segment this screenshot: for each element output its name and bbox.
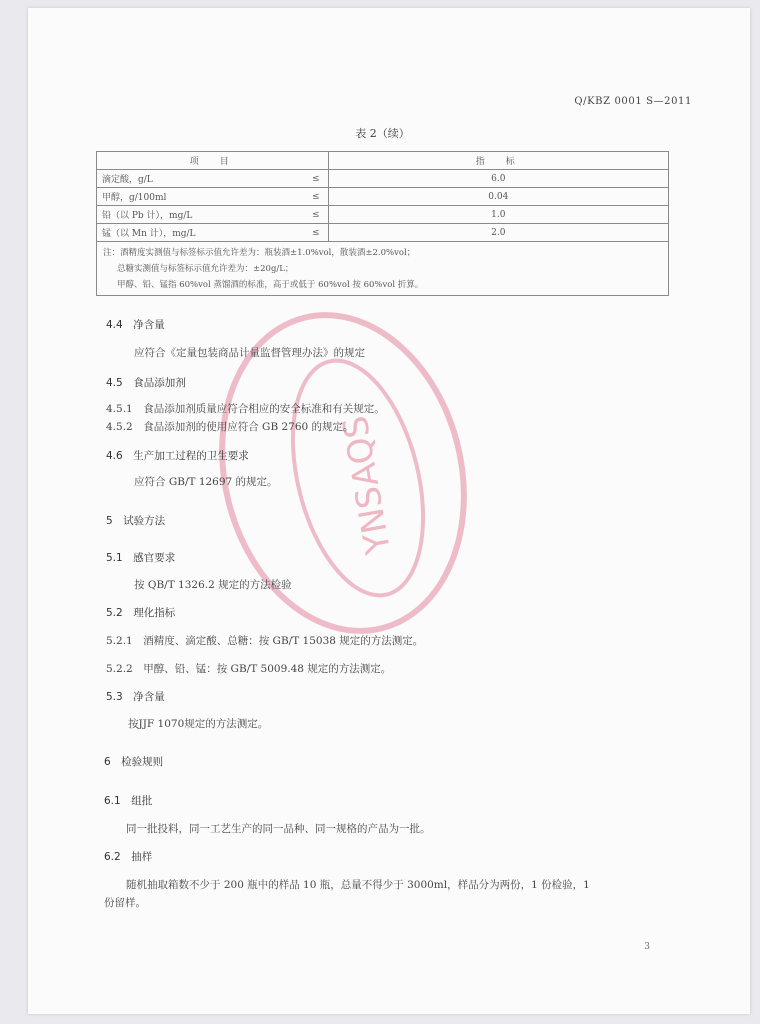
section-6-2-heading: 6.2 抽样: [104, 851, 153, 863]
row-item: 甲醇，g/100ml: [97, 188, 308, 206]
section-4-6-heading: 4.6 生产加工过程的卫生要求: [106, 450, 249, 462]
table-row: [97, 188, 669, 206]
section-5-2-heading: 5.2 理化指标: [106, 607, 176, 619]
row-item: 锰（以 Mn 计），mg/L: [97, 224, 308, 242]
section-4-5-2-text: 4.5.2 食品添加剂的使用应符合 GB 2760 的规定。: [106, 421, 354, 433]
table-row: [97, 224, 669, 242]
page-number: 3: [644, 942, 650, 952]
row-item: 铅（以 Pb 计），mg/L: [97, 206, 308, 224]
section-6-2-text-line1: 随机抽取箱数不少于 200 瓶中的样品 10 瓶，总量不得少于 3000ml，样品分为两份，1 份检验，1: [126, 879, 590, 891]
table-notes: [97, 242, 669, 296]
section-5-1-heading: 5.1 感官要求: [106, 552, 176, 564]
row-item: 滴定酸，g/L: [97, 170, 308, 188]
row-value: 1.0: [328, 206, 668, 224]
row-op: ≤: [307, 206, 328, 224]
table-header-row: [97, 152, 669, 170]
spec-table: [96, 151, 669, 296]
header-item: 项 目: [97, 152, 329, 170]
section-4-4-heading: 4.4 净含量: [106, 319, 165, 331]
row-value: 6.0: [328, 170, 668, 188]
section-5-2-1-text: 5.2.1 酒精度、滴定酸、总糖：按 GB/T 15038 规定的方法测定。: [106, 635, 424, 647]
row-value: 0.04: [328, 188, 668, 206]
row-op: ≤: [307, 224, 328, 242]
section-4-4-text: 应符合《定量包装商品计量监督管理办法》的规定: [134, 347, 365, 359]
standard-code: Q/KBZ 0001 S—2011: [574, 96, 692, 107]
note-line: 注：酒精度实测值与标签标示值允许差为：瓶装酒±1.0%vol，散装酒±2.0%vol；: [103, 248, 416, 258]
section-5-3-heading: 5.3 净含量: [106, 691, 165, 703]
row-value: 2.0: [328, 224, 668, 242]
section-5-2-2-text: 5.2.2 甲醇、铅、锰：按 GB/T 5009.48 规定的方法测定。: [106, 663, 392, 675]
table-row: [97, 206, 669, 224]
row-op: ≤: [307, 170, 328, 188]
table-notes-row: [97, 242, 669, 296]
note-line: 甲醇、铅、锰指 60%vol 蒸馏酒的标准，高于或低于 60%vol 按 60%vol 折算。: [117, 280, 424, 290]
table-title: 表 2（续）: [355, 127, 410, 140]
section-4-5-1-text: 4.5.1 食品添加剂质量应符合相应的安全标准和有关规定。: [106, 403, 385, 415]
seal-text: YNSAQS: [335, 412, 399, 558]
section-6-1-heading: 6.1 组批: [104, 795, 153, 807]
section-5-1-text: 按 QB/T 1326.2 规定的方法检验: [134, 579, 292, 591]
document-page: [28, 8, 750, 1014]
header-spec: 指 标: [328, 152, 668, 170]
section-5-3-text: 按JJF 1070规定的方法测定。: [128, 718, 269, 730]
section-6-1-text: 同一批投料，同一工艺生产的同一品种、同一规格的产品为一批。: [126, 823, 431, 835]
section-5-heading: 5 试验方法: [106, 515, 166, 527]
section-4-6-text: 应符合 GB/T 12697 的规定。: [134, 476, 278, 488]
section-6-2-text-line2: 份留样。: [104, 897, 146, 909]
note-line: 总糖实测值与标签标示值允许差为：±20g/L；: [117, 264, 294, 274]
section-6-heading: 6 检验规则: [104, 756, 164, 768]
section-4-5-heading: 4.5 食品添加剂: [106, 377, 186, 389]
table-row: [97, 170, 669, 188]
row-op: ≤: [307, 188, 328, 206]
